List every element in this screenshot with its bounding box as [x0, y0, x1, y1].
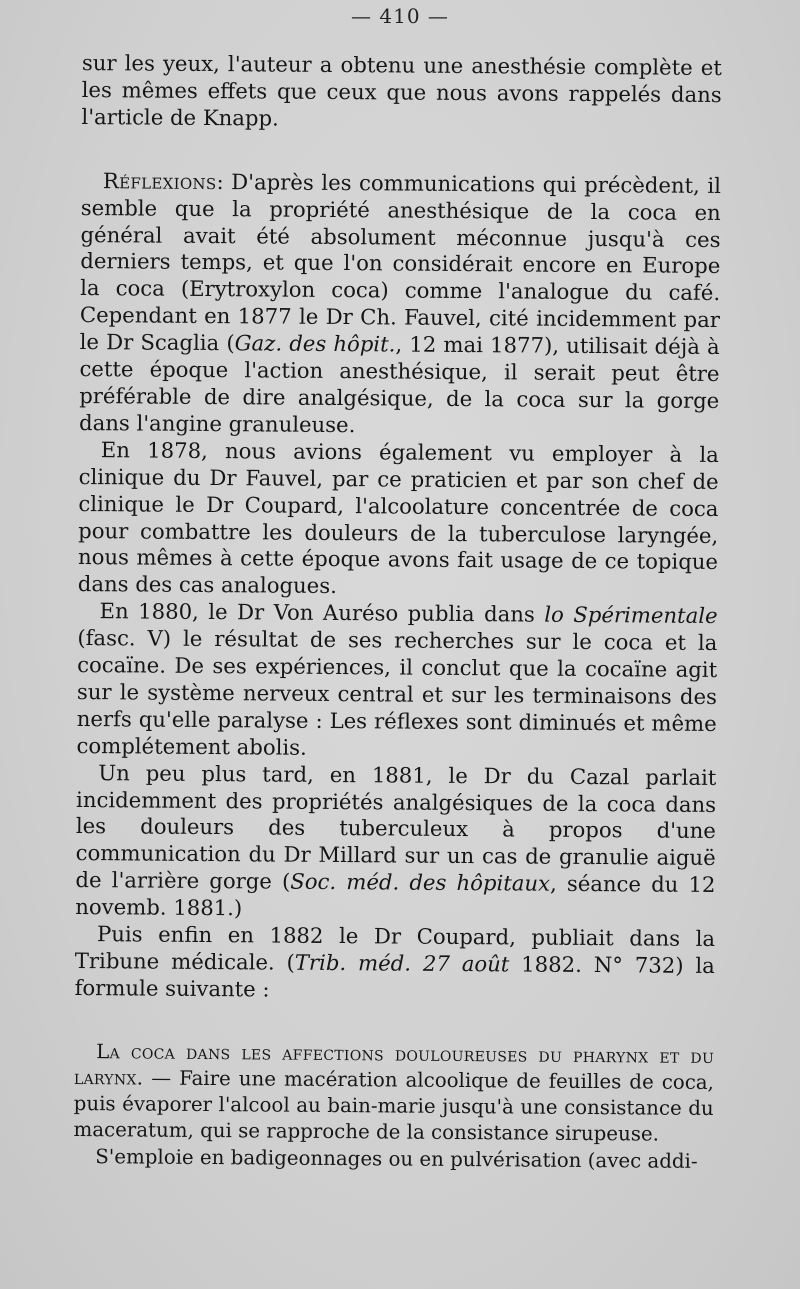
- citation-soc-med: Soc. méd. des hôpitaux: [290, 868, 551, 896]
- paragraph-reflexions: Réflexions: D'après les communications qui précèdent, il semble que la propriété anesthésique de la coca en général avait été absolument méconnue jusqu'à ces derniers temps, et que l'on considérait encore en Europe la coca (Erytroxylon coca) comme l'analogue du café. Cependant en 1877 le Dr Ch. Fauvel, cité incidemment par le Dr Scaglia (Gaz. des hôpit., 12 mai 1877), utilisait déjà à cette époque l'action anesthésique, il serait peut être préférable de dire analgésique, de la coca sur la gorge dans l'angine granuleuse.: [78, 167, 722, 438]
- paragraph-1881: Un peu plus tard, en 1881, le Dr du Cazal parlait incidemment des propriétés analgésiques de la coca dans les douleurs des tuberculeux à propos d'une communication du Dr Millard sur un cas de granulie aiguë de l'arrière gorge (Soc. méd. des hôpitaux, séance du 12 novemb. 1881.): [75, 759, 717, 921]
- citation-sperimentale: lo Spérimentale: [544, 601, 718, 629]
- paragraph-1880: En 1880, le Dr Von Auréso publia dans lo Spérimentale (fasc. V) le résultat de ses recherches sur le coca et la cocaïne. De ses expériences, il conclut que la cocaïne agit sur le système nerveux central et sur les terminaisons des nerfs qu'elle paralyse : Les réflexes sont diminués et même complétement abolis.: [76, 598, 718, 760]
- reflexions-heading: Réflexions: [102, 167, 217, 194]
- paragraph-1882: Puis enfin en 1882 le Dr Coupard, publiait dans la Tribune médicale. (Trib. méd. 27 août 1882. N° 732) la formule suivante :: [74, 921, 716, 1002]
- body-text: [73, 50, 722, 1175]
- paragraph-continuation: sur les yeux, l'auteur a obtenu une anesthésie complète et les mêmes effets que ceux que nous avons rappelés dans l'article de Knapp.: [81, 50, 722, 131]
- citation-trib-med: Trib. méd. 27 août: [294, 949, 510, 977]
- usage-paragraph: S'emploie en badigeonnages ou en pulvérisation (avec addi-: [95, 1144, 698, 1173]
- paragraph-1878: En 1878, nous avions également vu employer à la clinique du Dr Fauvel, par ce praticien et par son chef de clinique le Dr Coupard, l'alcoolature concentrée de coca pour combattre les douleurs de la tuberculose laryngée, nous mêmes à cette époque avons fait usage de ce topique dans des cas analogues.: [77, 436, 719, 599]
- citation-gaz-hopit: Gaz. des hôpit.: [234, 330, 396, 357]
- formula-paragraph: La coca dans les affections douloureuses du pharynx et du larynx. — Faire une macération alcoolique de feuilles de coca, puis évaporer l'alcool au bain-marie jusqu'à une consistance du maceratum, qui se rapproche de la consistance sirupeuse.: [73, 1039, 715, 1146]
- page-number: — 410 —: [351, 4, 449, 28]
- formula-heading: La coca dans les affections douloureuses du pharynx et du larynx.: [73, 1039, 715, 1090]
